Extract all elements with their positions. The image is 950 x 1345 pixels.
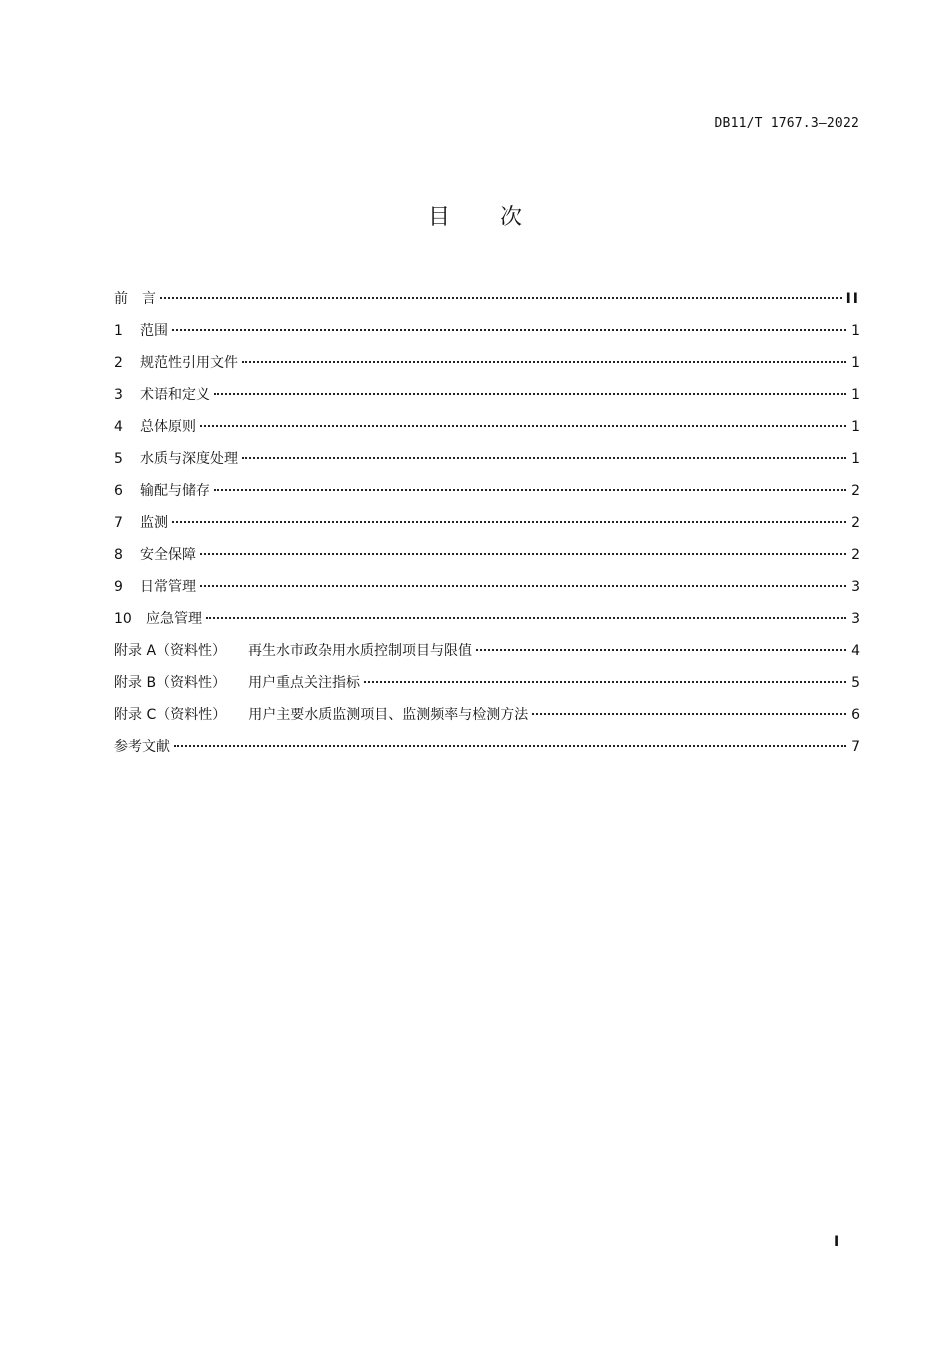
page-title-part1: 目 [427,205,450,230]
toc-entry-label: 前 言 [114,291,156,307]
toc-annex-label: 再生水市政杂用水质控制项目与限值 [248,643,473,659]
toc-entry[interactable] [114,544,860,576]
toc-entry-foreword[interactable] [114,288,860,320]
toc-entry-label: 术语和定义 [140,387,210,403]
dot-leader [476,649,846,651]
toc-entry-label: 输配与储存 [140,483,210,499]
dot-leader [214,489,846,491]
toc-entry[interactable] [114,608,860,640]
toc-annex-entry[interactable] [114,640,860,672]
toc-entry-number: 10 [114,611,132,627]
toc-entry-label: 参考文献 [114,739,170,755]
dot-leader [364,681,846,683]
dot-leader [532,713,846,715]
dot-leader [172,521,846,523]
toc-entry-page: 2 [851,483,860,499]
toc-entry-page: 1 [851,419,860,435]
dot-leader [200,553,846,555]
toc-entry-page: 2 [851,515,860,531]
dot-leader [172,329,846,331]
page-number: I [834,1234,840,1250]
toc-entry-page: II [845,291,860,307]
toc-entry[interactable] [114,352,860,384]
toc-entry-page: 1 [851,387,860,403]
toc-entry-number: 3 [114,387,123,403]
toc-entry-label: 水质与深度处理 [140,451,238,467]
table-of-contents [114,288,860,768]
toc-entry-references[interactable] [114,736,860,768]
toc-entry-page: 1 [851,451,860,467]
toc-entry-page: 7 [851,739,860,755]
toc-entry-label: 安全保障 [140,547,196,563]
toc-entry-page: 3 [851,611,860,627]
toc-entry[interactable] [114,480,860,512]
dot-leader [160,297,842,299]
toc-entry[interactable] [114,384,860,416]
toc-entry-number: 9 [114,579,123,595]
toc-annex-entry[interactable] [114,672,860,704]
dot-leader [206,617,846,619]
toc-entry-label: 日常管理 [140,579,196,595]
dot-leader [242,457,846,459]
toc-entry-number: 6 [114,483,123,499]
toc-entry-number: 8 [114,547,123,563]
page-title [0,200,950,231]
toc-entry-page: 3 [851,579,860,595]
toc-entry-page: 1 [851,323,860,339]
standard-code: DB11/T 1767.3—2022 [714,116,859,131]
toc-entry-label: 监测 [140,515,168,531]
toc-entry-page: 1 [851,355,860,371]
toc-entry[interactable] [114,416,860,448]
toc-annex-label: 用户主要水质监测项目、监测频率与检测方法 [248,707,529,723]
toc-entry-number: 4 [114,419,123,435]
page-title-part2: 次 [500,205,523,230]
toc-annex-tag: 附录 B（资料性） [114,675,227,691]
toc-entry[interactable] [114,512,860,544]
dot-leader [214,393,846,395]
toc-annex-tag: 附录 C（资料性） [114,707,227,723]
toc-entry-page: 5 [851,675,860,691]
toc-entry-label: 总体原则 [140,419,196,435]
toc-entry-label: 应急管理 [146,611,202,627]
toc-entry-page: 2 [851,547,860,563]
toc-entry-number: 7 [114,515,123,531]
toc-entry-label: 规范性引用文件 [140,355,238,371]
toc-entry[interactable] [114,448,860,480]
toc-annex-tag: 附录 A（资料性） [114,643,227,659]
toc-annex-label: 用户重点关注指标 [248,675,361,691]
toc-entry-number: 5 [114,451,123,467]
toc-annex-entry[interactable] [114,704,860,736]
dot-leader [242,361,846,363]
dot-leader [200,425,846,427]
toc-entry-number: 1 [114,323,123,339]
toc-entry-label: 范围 [140,323,168,339]
toc-entry-page: 6 [851,707,860,723]
toc-entry-number: 2 [114,355,123,371]
dot-leader [200,585,846,587]
dot-leader [174,745,846,747]
toc-entry-page: 4 [851,643,860,659]
toc-entry[interactable] [114,576,860,608]
toc-entry[interactable] [114,320,860,352]
